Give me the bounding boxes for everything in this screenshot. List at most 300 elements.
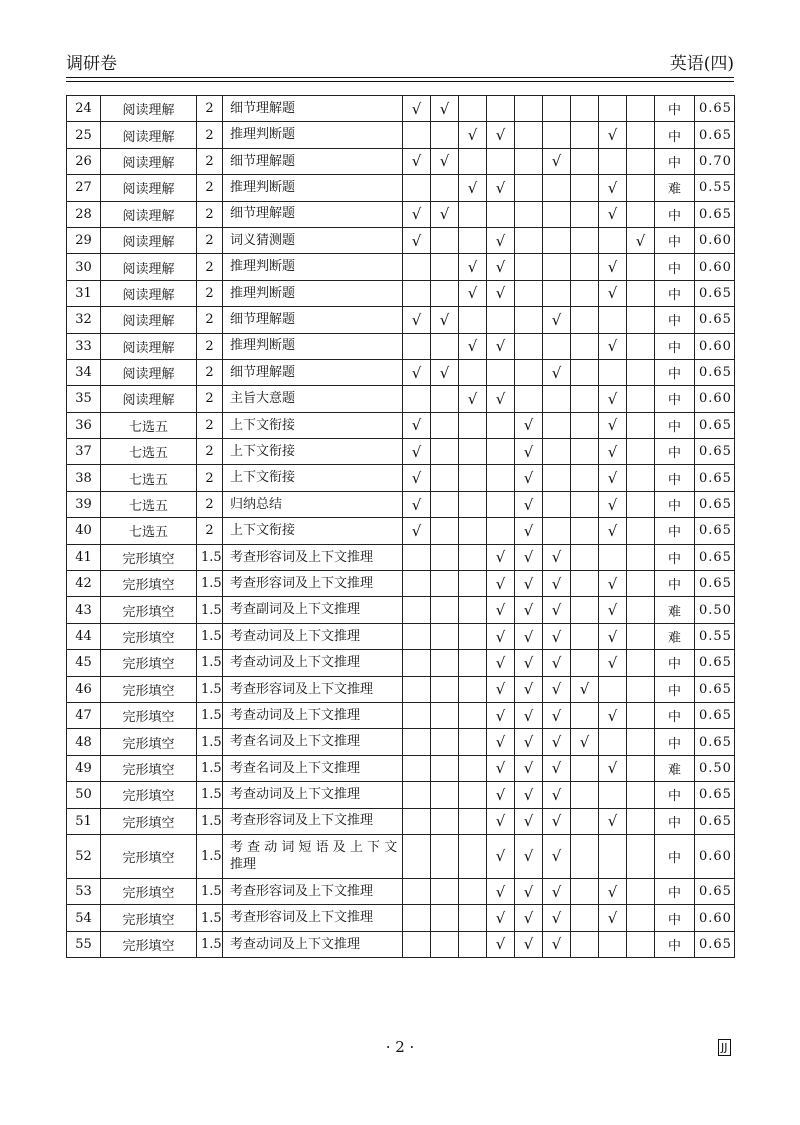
check-mark: √ <box>495 785 506 804</box>
question-description: 考查动词及上下文推理 <box>223 650 403 676</box>
check-cell <box>403 201 431 227</box>
check-cell <box>487 702 515 728</box>
expected-rate: 0.65 <box>695 571 735 597</box>
table-row <box>67 623 735 649</box>
question-number: 53 <box>67 878 101 904</box>
table-row <box>67 878 735 904</box>
expected-rate: 0.60 <box>695 834 735 878</box>
question-type: 七选五 <box>101 412 197 438</box>
table-row <box>67 175 735 201</box>
check-cell <box>599 122 627 148</box>
check-cell <box>459 412 487 438</box>
check-cell <box>571 650 599 676</box>
check-cell <box>487 254 515 280</box>
difficulty-level: 中 <box>655 676 695 702</box>
check-cell <box>543 650 571 676</box>
table-row <box>67 280 735 306</box>
check-cell <box>543 544 571 570</box>
check-mark: √ <box>495 706 506 725</box>
check-cell <box>543 307 571 333</box>
check-cell <box>487 307 515 333</box>
question-number: 38 <box>67 465 101 491</box>
difficulty-level: 中 <box>655 782 695 808</box>
check-mark: √ <box>607 416 618 435</box>
check-cell <box>487 518 515 544</box>
check-mark: √ <box>551 548 562 567</box>
check-cell <box>515 227 543 253</box>
check-mark: √ <box>411 231 422 250</box>
check-cell <box>543 96 571 122</box>
check-cell <box>403 412 431 438</box>
check-cell <box>543 386 571 412</box>
check-mark: √ <box>411 152 422 171</box>
question-type: 阅读理解 <box>101 280 197 306</box>
check-cell <box>459 175 487 201</box>
question-number: 55 <box>67 931 101 957</box>
check-mark: √ <box>607 812 618 831</box>
header-rule-thick <box>66 77 734 78</box>
check-cell <box>431 905 459 931</box>
check-cell <box>599 931 627 957</box>
check-cell <box>515 676 543 702</box>
question-type: 七选五 <box>101 465 197 491</box>
check-cell <box>599 307 627 333</box>
question-score: 1.5 <box>197 676 223 702</box>
page-number: · 2 · <box>385 1038 415 1056</box>
check-cell <box>515 96 543 122</box>
table-row <box>67 650 735 676</box>
table-row <box>67 465 735 491</box>
check-cell <box>571 571 599 597</box>
check-cell <box>599 280 627 306</box>
difficulty-level: 中 <box>655 878 695 904</box>
check-mark: √ <box>551 627 562 646</box>
check-cell <box>515 729 543 755</box>
check-cell <box>487 148 515 174</box>
question-number: 32 <box>67 307 101 333</box>
question-type: 完形填空 <box>101 597 197 623</box>
table-row <box>67 254 735 280</box>
check-mark: √ <box>551 785 562 804</box>
question-number: 43 <box>67 597 101 623</box>
question-description: 考查动词及上下文推理 <box>223 782 403 808</box>
check-cell <box>403 122 431 148</box>
check-cell <box>627 359 655 385</box>
question-description: 归纳总结 <box>223 491 403 517</box>
check-mark: √ <box>523 495 534 514</box>
check-mark: √ <box>495 812 506 831</box>
check-cell <box>599 878 627 904</box>
question-description: 考查动词及上下文推理 <box>223 931 403 957</box>
check-mark: √ <box>607 126 618 145</box>
question-score: 1.5 <box>197 808 223 834</box>
check-cell <box>487 201 515 227</box>
question-description: 推理判断题 <box>223 122 403 148</box>
check-cell <box>599 175 627 201</box>
check-cell <box>627 808 655 834</box>
check-cell <box>571 439 599 465</box>
check-cell <box>599 782 627 808</box>
question-number: 27 <box>67 175 101 201</box>
check-mark: √ <box>439 205 450 224</box>
check-cell <box>459 465 487 491</box>
check-cell <box>627 544 655 570</box>
check-cell <box>599 676 627 702</box>
check-cell <box>487 755 515 781</box>
check-cell <box>515 905 543 931</box>
check-cell <box>543 931 571 957</box>
check-mark: √ <box>411 442 422 461</box>
question-number: 40 <box>67 518 101 544</box>
check-cell <box>571 878 599 904</box>
check-cell <box>571 834 599 878</box>
check-cell <box>571 729 599 755</box>
check-cell <box>403 465 431 491</box>
check-cell <box>459 439 487 465</box>
check-cell <box>403 254 431 280</box>
table-row <box>67 412 735 438</box>
question-number: 33 <box>67 333 101 359</box>
check-cell <box>543 623 571 649</box>
check-cell <box>403 782 431 808</box>
question-type: 完形填空 <box>101 905 197 931</box>
difficulty-level: 中 <box>655 702 695 728</box>
check-cell <box>487 544 515 570</box>
check-cell <box>571 175 599 201</box>
check-mark: √ <box>411 469 422 488</box>
check-cell <box>627 201 655 227</box>
question-score: 1.5 <box>197 755 223 781</box>
check-cell <box>515 439 543 465</box>
check-cell <box>459 96 487 122</box>
check-cell <box>487 122 515 148</box>
check-cell <box>431 808 459 834</box>
check-cell <box>543 676 571 702</box>
table-row <box>67 676 735 702</box>
check-cell <box>599 650 627 676</box>
check-cell <box>599 227 627 253</box>
question-type: 阅读理解 <box>101 227 197 253</box>
table-row <box>67 931 735 957</box>
check-cell <box>543 412 571 438</box>
question-description: 考 查 动 词 短 语 及 上 下 文 推理 <box>223 834 403 878</box>
question-description: 考查形容词及上下文推理 <box>223 878 403 904</box>
check-cell <box>571 254 599 280</box>
check-mark: √ <box>495 258 506 277</box>
difficulty-level: 难 <box>655 755 695 781</box>
question-type: 阅读理解 <box>101 359 197 385</box>
check-cell <box>627 597 655 623</box>
check-cell <box>403 834 431 878</box>
question-description: 考查形容词及上下文推理 <box>223 571 403 597</box>
check-cell <box>487 227 515 253</box>
check-cell <box>459 122 487 148</box>
check-cell <box>599 755 627 781</box>
check-cell <box>571 702 599 728</box>
check-cell <box>459 280 487 306</box>
question-description: 考查副词及上下文推理 <box>223 597 403 623</box>
check-cell <box>403 729 431 755</box>
check-cell <box>403 333 431 359</box>
question-number: 51 <box>67 808 101 834</box>
check-cell <box>403 623 431 649</box>
check-mark: √ <box>411 495 422 514</box>
check-cell <box>459 227 487 253</box>
check-cell <box>431 878 459 904</box>
table-row <box>67 702 735 728</box>
check-cell <box>627 931 655 957</box>
table-row <box>67 201 735 227</box>
check-mark: √ <box>579 680 590 699</box>
check-cell <box>487 650 515 676</box>
table-row <box>67 227 735 253</box>
check-cell <box>403 931 431 957</box>
expected-rate: 0.65 <box>695 96 735 122</box>
check-cell <box>515 148 543 174</box>
check-mark: √ <box>523 469 534 488</box>
check-cell <box>431 439 459 465</box>
question-type: 完形填空 <box>101 544 197 570</box>
expected-rate: 0.65 <box>695 412 735 438</box>
question-type: 七选五 <box>101 518 197 544</box>
check-mark: √ <box>495 733 506 752</box>
check-mark: √ <box>495 574 506 593</box>
check-cell <box>599 729 627 755</box>
check-mark: √ <box>495 126 506 145</box>
check-cell <box>515 650 543 676</box>
check-mark: √ <box>551 882 562 901</box>
question-description: 上下文衔接 <box>223 439 403 465</box>
question-number: 44 <box>67 623 101 649</box>
check-cell <box>403 96 431 122</box>
check-cell <box>403 307 431 333</box>
question-score: 2 <box>197 333 223 359</box>
check-cell <box>431 571 459 597</box>
expected-rate: 0.65 <box>695 201 735 227</box>
check-cell <box>571 676 599 702</box>
check-mark: √ <box>495 178 506 197</box>
check-cell <box>571 96 599 122</box>
question-number: 29 <box>67 227 101 253</box>
check-mark: √ <box>411 416 422 435</box>
check-mark: √ <box>607 389 618 408</box>
check-mark: √ <box>607 495 618 514</box>
check-cell <box>543 254 571 280</box>
check-mark: √ <box>607 653 618 672</box>
check-cell <box>571 931 599 957</box>
check-mark: √ <box>523 680 534 699</box>
check-cell <box>627 412 655 438</box>
question-number: 26 <box>67 148 101 174</box>
question-description: 上下文衔接 <box>223 412 403 438</box>
table-row <box>67 359 735 385</box>
expected-rate: 0.65 <box>695 439 735 465</box>
check-cell <box>543 333 571 359</box>
check-cell <box>487 676 515 702</box>
check-cell <box>599 359 627 385</box>
expected-rate: 0.50 <box>695 755 735 781</box>
question-type: 完形填空 <box>101 676 197 702</box>
table-row <box>67 333 735 359</box>
check-cell <box>627 571 655 597</box>
check-mark: √ <box>551 152 562 171</box>
check-cell <box>515 201 543 227</box>
check-mark: √ <box>523 785 534 804</box>
check-mark: √ <box>551 363 562 382</box>
check-mark: √ <box>523 812 534 831</box>
check-cell <box>515 280 543 306</box>
check-cell <box>459 307 487 333</box>
check-cell <box>487 96 515 122</box>
check-mark: √ <box>523 882 534 901</box>
check-cell <box>571 307 599 333</box>
question-type: 完形填空 <box>101 834 197 878</box>
question-type: 完形填空 <box>101 782 197 808</box>
expected-rate: 0.60 <box>695 386 735 412</box>
expected-rate: 0.65 <box>695 465 735 491</box>
header-rule-thin <box>66 81 734 82</box>
check-mark: √ <box>523 733 534 752</box>
check-cell <box>599 491 627 517</box>
check-mark: √ <box>495 847 506 866</box>
check-cell <box>627 465 655 491</box>
check-cell <box>459 386 487 412</box>
check-mark: √ <box>439 310 450 329</box>
check-cell <box>599 623 627 649</box>
question-score: 2 <box>197 439 223 465</box>
check-cell <box>627 386 655 412</box>
check-mark: √ <box>523 416 534 435</box>
check-mark: √ <box>607 442 618 461</box>
check-mark: √ <box>635 231 646 250</box>
question-score: 1.5 <box>197 931 223 957</box>
question-score: 2 <box>197 280 223 306</box>
difficulty-level: 中 <box>655 491 695 517</box>
check-cell <box>459 878 487 904</box>
check-mark: √ <box>551 935 562 954</box>
check-cell <box>459 359 487 385</box>
question-type: 七选五 <box>101 439 197 465</box>
table-row <box>67 518 735 544</box>
check-cell <box>543 439 571 465</box>
question-type: 阅读理解 <box>101 148 197 174</box>
check-cell <box>515 307 543 333</box>
check-cell <box>571 148 599 174</box>
question-type: 完形填空 <box>101 931 197 957</box>
check-mark: √ <box>551 847 562 866</box>
table-row <box>67 96 735 122</box>
difficulty-level: 中 <box>655 931 695 957</box>
check-cell <box>599 597 627 623</box>
check-mark: √ <box>495 680 506 699</box>
question-score: 1.5 <box>197 597 223 623</box>
check-cell <box>403 175 431 201</box>
check-mark: √ <box>551 909 562 928</box>
check-mark: √ <box>495 935 506 954</box>
check-cell <box>459 834 487 878</box>
table-row <box>67 544 735 570</box>
check-cell <box>515 491 543 517</box>
check-cell <box>543 359 571 385</box>
question-score: 1.5 <box>197 729 223 755</box>
check-cell <box>459 491 487 517</box>
check-cell <box>599 834 627 878</box>
check-cell <box>543 571 571 597</box>
check-cell <box>431 333 459 359</box>
check-cell <box>459 544 487 570</box>
table-body <box>67 96 735 958</box>
expected-rate: 0.50 <box>695 597 735 623</box>
check-cell <box>627 175 655 201</box>
expected-rate: 0.65 <box>695 544 735 570</box>
question-type: 阅读理解 <box>101 386 197 412</box>
check-cell <box>403 280 431 306</box>
question-number: 52 <box>67 834 101 878</box>
difficulty-level: 中 <box>655 729 695 755</box>
expected-rate: 0.65 <box>695 729 735 755</box>
check-mark: √ <box>495 759 506 778</box>
check-cell <box>627 834 655 878</box>
check-cell <box>403 544 431 570</box>
question-description: 考查动词及上下文推理 <box>223 702 403 728</box>
difficulty-level: 中 <box>655 905 695 931</box>
check-mark: √ <box>579 733 590 752</box>
question-score: 1.5 <box>197 702 223 728</box>
header-left-title: 调研卷 <box>66 54 117 74</box>
check-cell <box>571 544 599 570</box>
check-mark: √ <box>495 601 506 620</box>
question-type: 完形填空 <box>101 729 197 755</box>
question-score: 2 <box>197 307 223 333</box>
difficulty-level: 中 <box>655 96 695 122</box>
check-mark: √ <box>607 601 618 620</box>
check-mark: √ <box>439 99 450 118</box>
difficulty-level: 中 <box>655 465 695 491</box>
check-cell <box>515 597 543 623</box>
check-cell <box>543 148 571 174</box>
question-type: 阅读理解 <box>101 175 197 201</box>
check-cell <box>543 175 571 201</box>
check-mark: √ <box>607 627 618 646</box>
check-cell <box>599 465 627 491</box>
question-description: 考查动词及上下文推理 <box>223 623 403 649</box>
check-cell <box>403 148 431 174</box>
check-cell <box>459 931 487 957</box>
check-cell <box>543 702 571 728</box>
difficulty-level: 中 <box>655 280 695 306</box>
check-cell <box>515 254 543 280</box>
check-cell <box>515 571 543 597</box>
check-cell <box>459 729 487 755</box>
check-cell <box>403 650 431 676</box>
check-cell <box>543 808 571 834</box>
check-mark: √ <box>607 574 618 593</box>
check-mark: √ <box>523 442 534 461</box>
question-number: 50 <box>67 782 101 808</box>
check-cell <box>487 597 515 623</box>
check-cell <box>515 333 543 359</box>
check-cell <box>487 931 515 957</box>
check-cell <box>515 931 543 957</box>
check-mark: √ <box>467 389 478 408</box>
check-mark: √ <box>467 126 478 145</box>
question-score: 1.5 <box>197 571 223 597</box>
check-cell <box>459 905 487 931</box>
question-number: 49 <box>67 755 101 781</box>
check-mark: √ <box>467 178 478 197</box>
check-cell <box>487 905 515 931</box>
check-cell <box>487 808 515 834</box>
